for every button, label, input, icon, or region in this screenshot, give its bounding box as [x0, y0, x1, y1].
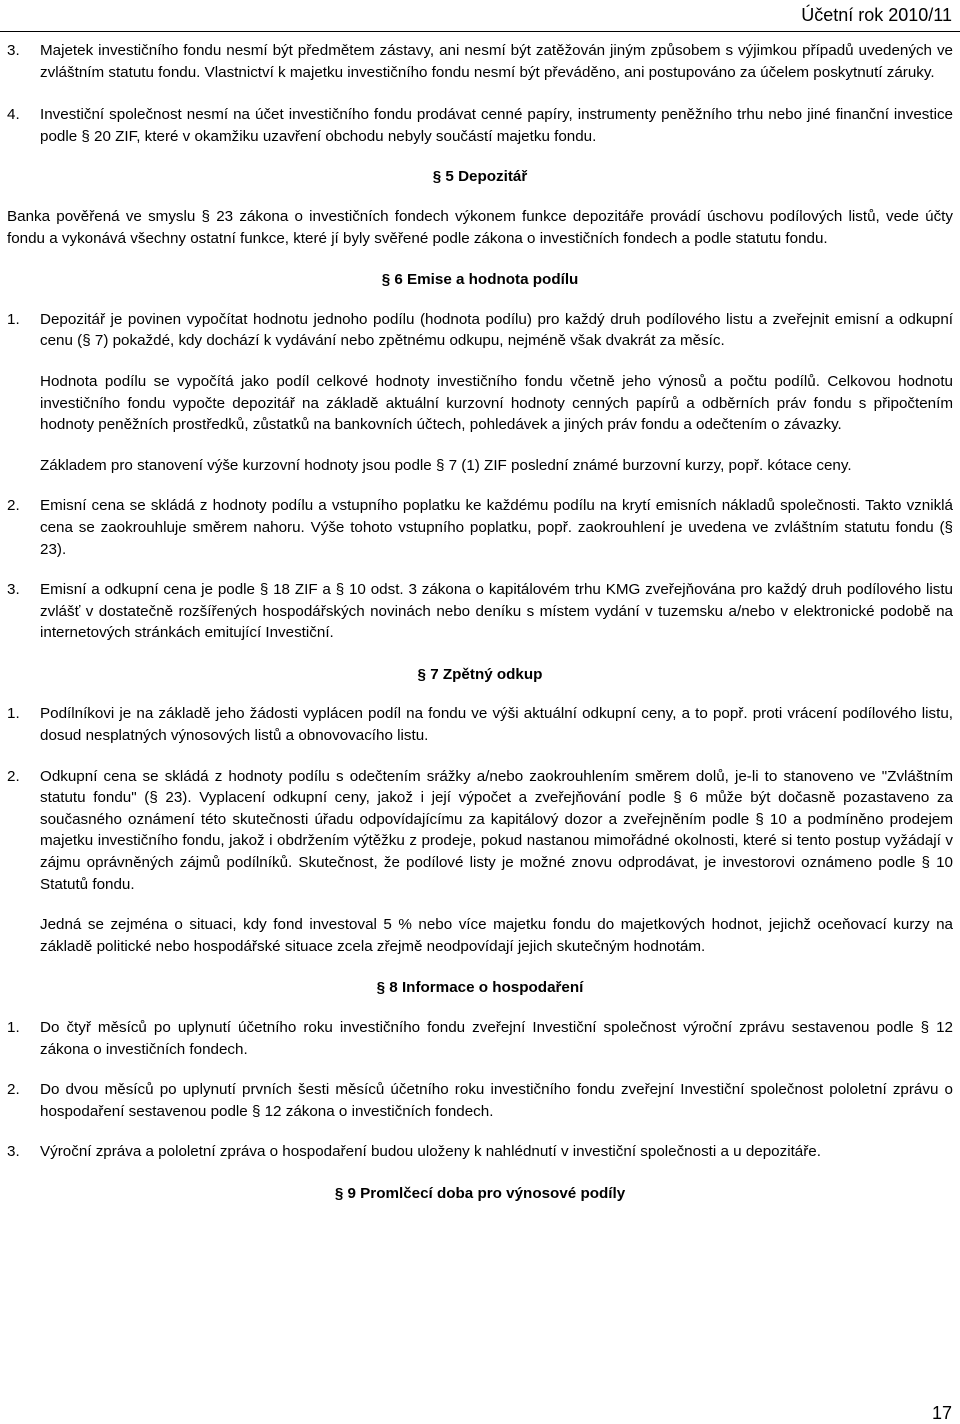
list-item: [7, 766, 953, 896]
section-heading: § 8 Informace o hospodaření: [376, 979, 584, 997]
section-heading: § 6 Emise a hodnota podílu: [381, 271, 579, 289]
item-number: 3.: [7, 1143, 20, 1161]
item-number: 3.: [7, 42, 20, 59]
section-heading: § 5 Depozitář: [432, 168, 528, 186]
item-text: Investiční společnost nesmí na účet investičního fondu prodávat cenné papíry, instrumenty peněžního trhu nebo jiné finanční investice podle § 20 ZIF, které v okamžiku uzavření obchodu nebyly součástí majetku fondu.: [40, 106, 953, 145]
item-text: Majetek investičního fondu nesmí být předmětem zástavy, ani nesmí být zatěžován jiným způsobem s výjimkou případů uvedených ve zvláštním statutu fondu. Vlastnictví k majetku investičního fondu nesmí být převáděno, ani postupováno za účelem poskytnutí záruky.: [40, 42, 953, 81]
list-item: [7, 1017, 953, 1060]
list-item: [7, 579, 953, 644]
list-item: [7, 495, 953, 560]
item-text: Podílníkovi je na základě jeho žádosti vyplácen podíl na fondu ve výši aktuální odkupní ceny, a to popř. proti vrácení podílového listu, dosud nesplatných výnosových listů a obnovovacího listu.: [40, 705, 953, 745]
item-number: 2.: [7, 767, 20, 785]
list-item: [7, 1079, 953, 1122]
list-item: [7, 1141, 953, 1163]
item-number: 1.: [7, 1019, 20, 1036]
item-number: 4.: [7, 106, 20, 124]
item-text: Do dvou měsíců po uplynutí prvních šesti měsíců účetního roku investičního fondu zveřejní Investiční společnost pololetní zprávu o hospodaření sestavenou podle § 12 zákona o investičních fondech.: [40, 1081, 953, 1120]
item-text: Odkupní cena se skládá z hodnoty podílu s odečtením srážky a/nebo zaokrouhlením směrem dolů, je-li to stanoveno ve "Zvláštním statutu fondu" (§ 23). Vyplacení odkupní ceny, jakož i její výpočet a zveřejňování podle § 6 může být dočasně pozastaveno za současného oznámení této skutečnosti úřadu odpovídajícímu za kapitálový dozor a zveřejněním podle § 10 a podmíněno prodejem majetku investičního fondu, jakož i obdržením výtěžku z prodeje, pokud nastanou mimořádné okolnosti, které si tento postup vyžádají v zájmu oprávněných zájmů podílníků. Skutečnost, že podílové listy je možné znovu odprodávat, je investorovi oznámeno podle § 10 Statutů fondu.: [40, 767, 953, 893]
paragraph: Základem pro stanovení výše kurzovní hodnoty jsou podle § 7 (1) ZIF poslední známé burzovní kurzy, popř. kótace ceny.: [40, 456, 852, 474]
item-number: 2.: [7, 1081, 20, 1099]
list-item: [7, 703, 953, 746]
item-text: Emisní cena se skládá z hodnoty podílu a vstupního poplatku ke každému podílu na krytí emisních nákladů společnosti. Takto vzniklá cena se zaokrouhluje směrem nahoru. Výše tohoto vstupního poplatku, popř. zaokrouhlení je uvedena ve zvláštním statutu fondu (§ 23).: [40, 497, 953, 558]
header-rule: [0, 31, 960, 32]
item-text: Výroční zpráva a pololetní zpráva o hospodaření budou uloženy k nahlédnutí v investiční společnosti a u depozitáře.: [40, 1143, 821, 1161]
section-heading: § 7 Zpětný odkup: [417, 665, 543, 683]
paragraph: Hodnota podílu se vypočítá jako podíl celkové hodnoty investičního fondu včetně jeho výnosů a počtu podílů. Celkovou hodnotu investičního fondu vypočte depozitář na základě aktuální kurzovní hodnoty cenných papírů a odběrních práv fondu s připočtením hodnoty peněžních prostředků, zůstatků na bankovních účtech, pohledávek a jiných práv fondu a odečtením o závazky.: [40, 372, 953, 434]
paragraph: Jedná se zejména o situaci, kdy fond investoval 5 % nebo více majetku fondu do majetkových hodnot, jejichž oceňovací kurzy na základě politické nebo hospodářské situace zcela zřejmě neodpovídají jejich skutečným hodnotám.: [40, 916, 953, 955]
document-body: [7, 40, 953, 1205]
list-item: [7, 104, 953, 147]
section-heading: § 9 Promlčecí doba pro výnosové podíly: [334, 1184, 626, 1202]
item-number: 2.: [7, 497, 20, 515]
item-text: Emisní a odkupní cena je podle § 18 ZIF a § 10 odst. 3 zákona o kapitálovém trhu KMG zveřejňována pro každý druh podílového listu zvlášť v dostatečně rozšířených hospodářských novinách nebo deníku s místem vydání v tuzemsku a/nebo v elektronické podobě na internetových stránkách emitující Investiční.: [40, 581, 953, 642]
page-header: Účetní rok 2010/11: [801, 5, 952, 25]
list-item: [7, 40, 953, 83]
paragraph: Banka pověřená ve smyslu § 23 zákona o investičních fondech výkonem funkce depozitáře provádí úschovu podílových listů, vede účty fondu a vykonává všechny ostatní funkce, které jí byly svěřené podle zákona o investičních fondech a podle statutu fondu.: [7, 207, 953, 247]
item-text: Do čtyř měsíců po uplynutí účetního roku investičního fondu zveřejní Investiční společnost výroční zprávu sestavenou podle § 12 zákona o investičních fondech.: [40, 1019, 953, 1058]
item-number: 3.: [7, 581, 20, 599]
item-number: 1.: [7, 705, 20, 723]
page-number: 17: [931, 1403, 952, 1423]
list-item: [7, 309, 953, 352]
item-number: 1.: [7, 310, 20, 328]
item-text: Depozitář je povinen vypočítat hodnotu jednoho podílu (hodnota podílu) pro každý druh podílového listu a zveřejnit emisní a odkupní cenu (§ 7) pokaždé, kdy dochází k vydávání nebo zpětnému odkupu, nejméně však dvakrát za měsíc.: [40, 310, 953, 350]
